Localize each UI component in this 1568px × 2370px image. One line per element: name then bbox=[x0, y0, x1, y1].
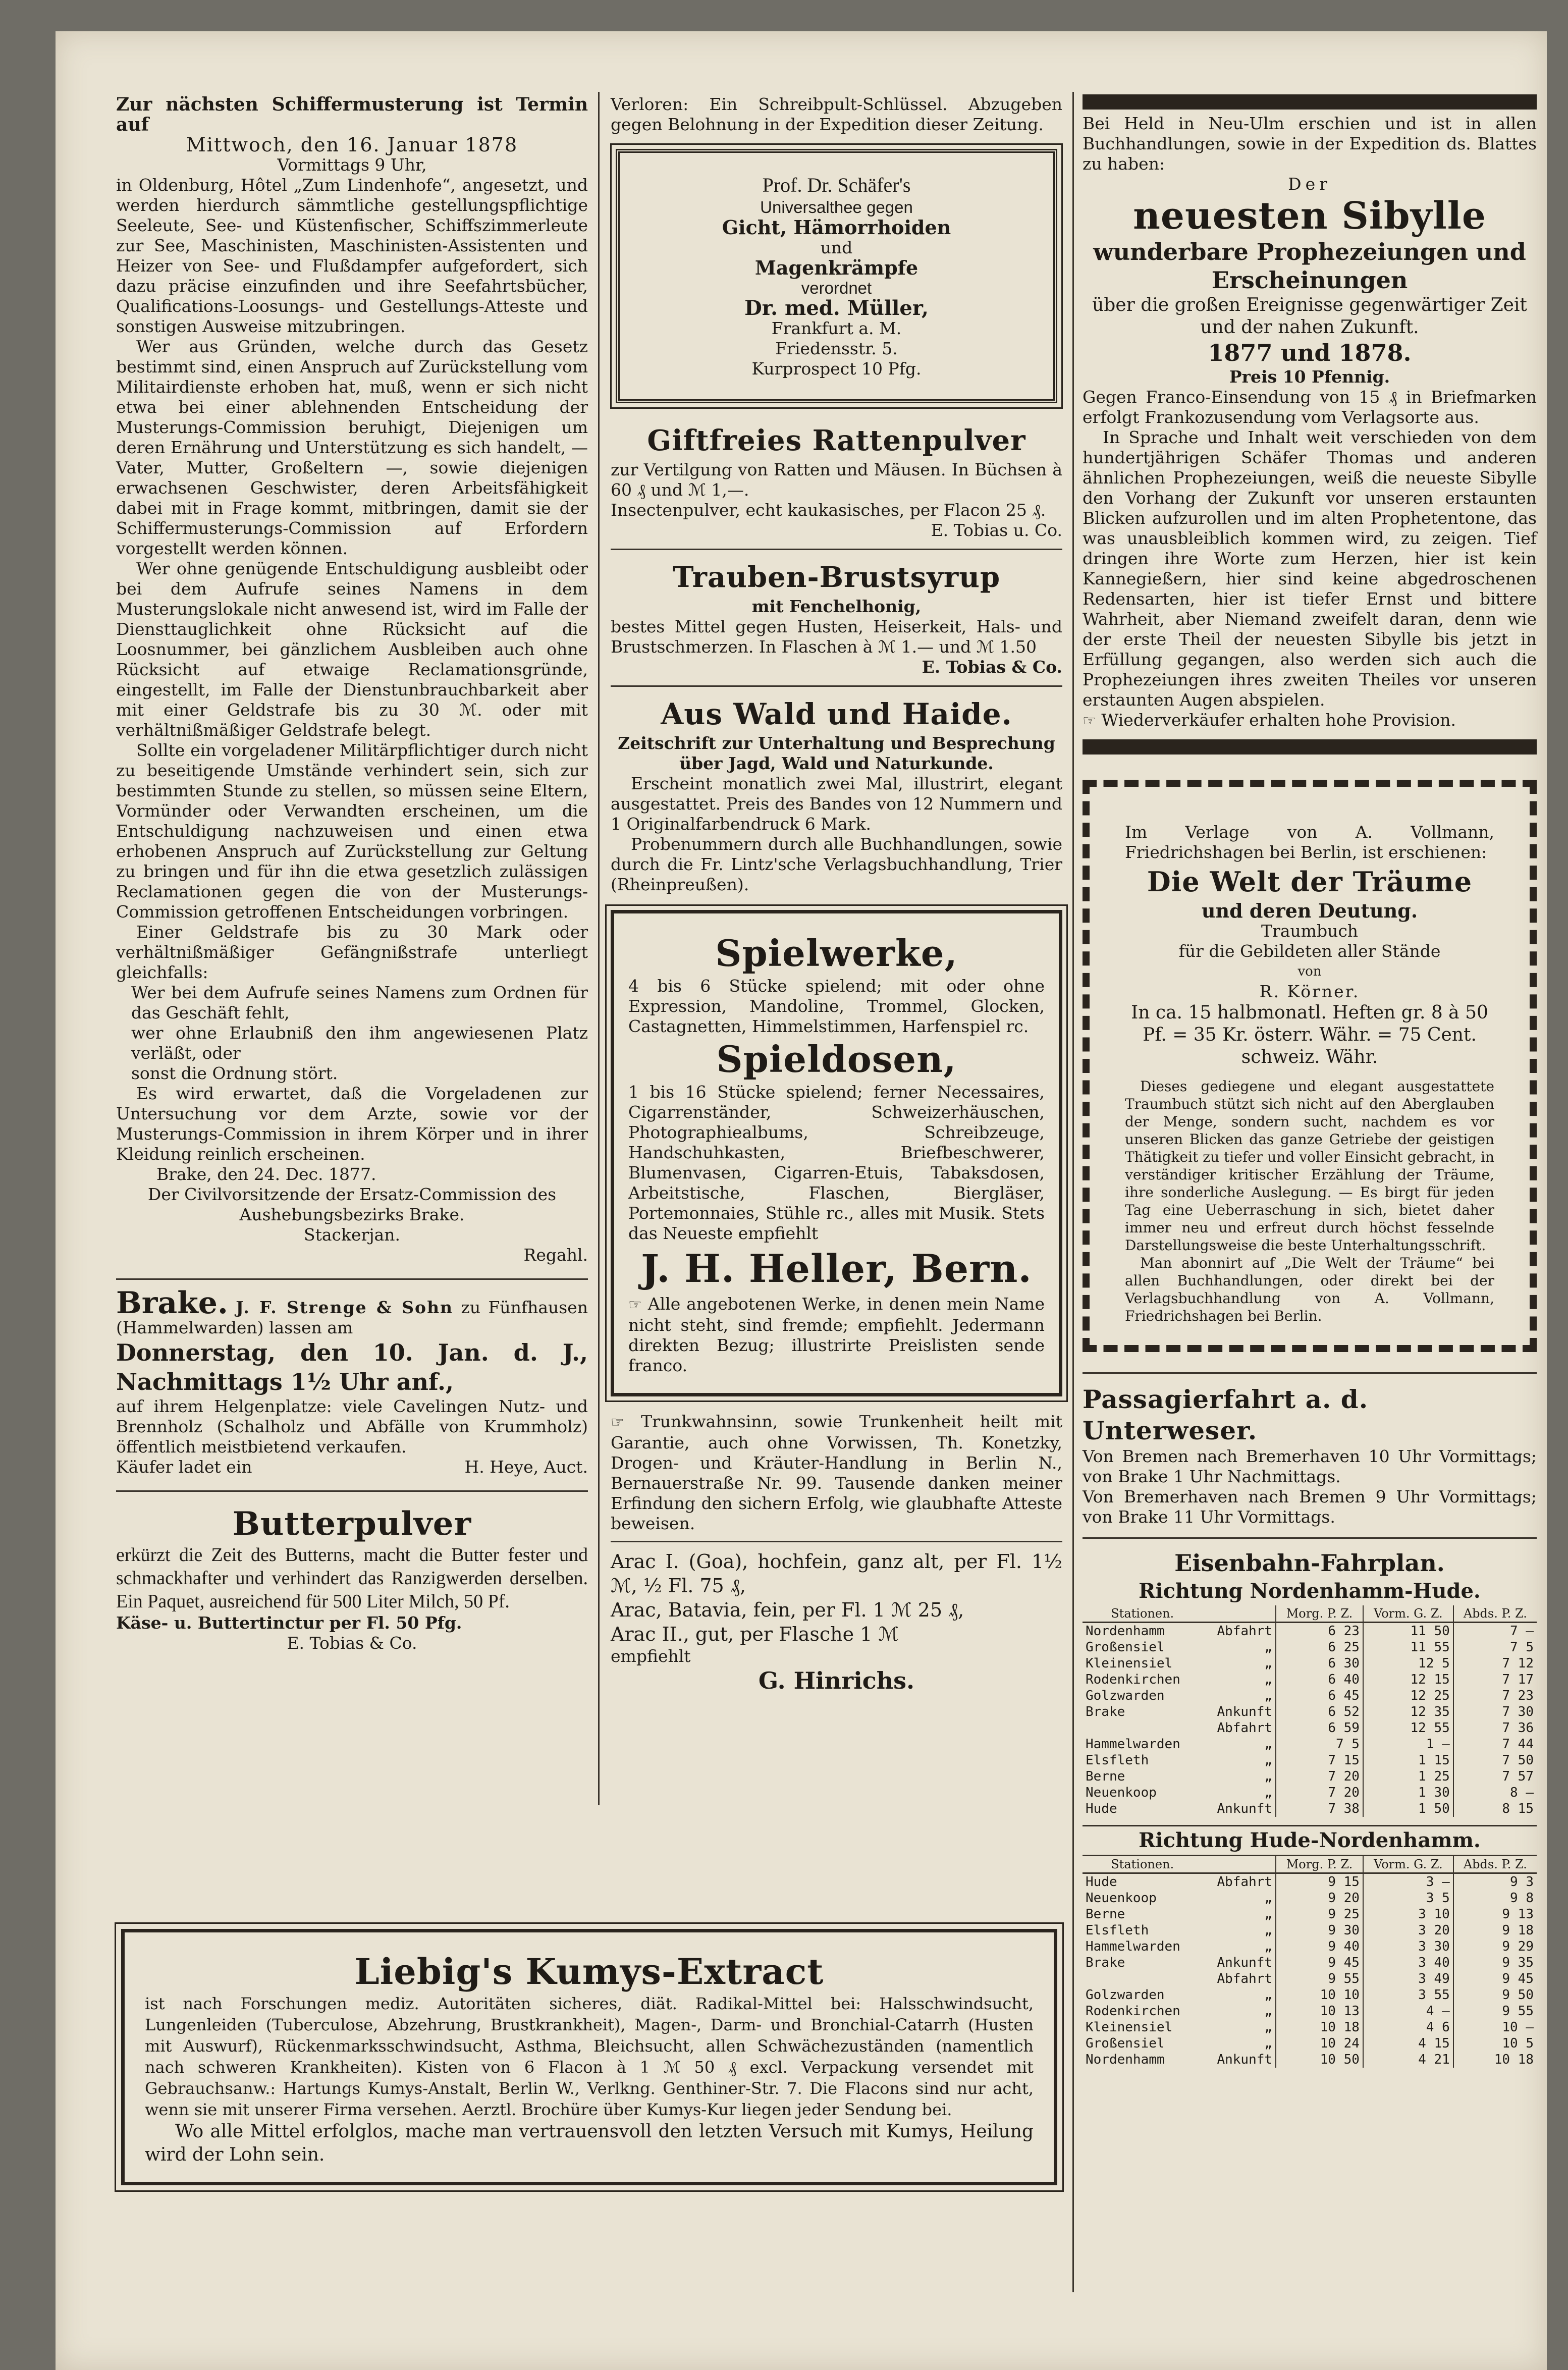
column-1 bbox=[116, 94, 588, 1653]
timetable-header-cell: Morg. P. Z. bbox=[1276, 1856, 1363, 1873]
schaefer-l1: Prof. Dr. Schäfer's bbox=[762, 174, 911, 196]
traeume-body2: Man abonnirt auf „Die Welt der Träume“ bei allen Buchhandlungen, oder direkt bei der Verlagsbuchhandlung von A. Vollmann, Friedrichshagen bei Berlin. bbox=[1125, 1255, 1494, 1324]
timetable-cell: 10 50 bbox=[1276, 2052, 1363, 2068]
timetable-header-cell: Stationen. bbox=[1083, 1856, 1202, 1873]
timetable-cell: 4 15 bbox=[1363, 2035, 1453, 2052]
timetable-cell: 6 52 bbox=[1276, 1704, 1363, 1720]
timetable-cell: 6 23 bbox=[1276, 1623, 1363, 1640]
wald-sub: Zeitschrift zur Unterhaltung und Besprechung über Jagd, Wald und Naturkunde. bbox=[618, 733, 1055, 773]
timetable-cell: 12 55 bbox=[1363, 1720, 1453, 1736]
timetable-row bbox=[1083, 1938, 1537, 1955]
timetable-cell: 12 25 bbox=[1363, 1688, 1453, 1704]
timetable-cell: 9 29 bbox=[1453, 1938, 1537, 1955]
timetable-cell bbox=[1083, 1971, 1202, 1987]
timetable-cell: 6 30 bbox=[1276, 1655, 1363, 1672]
traeume-sub: und deren Deutung. bbox=[1201, 899, 1418, 922]
traeume-von: von bbox=[1297, 964, 1322, 979]
timetable-cell: 12 15 bbox=[1363, 1672, 1453, 1688]
timetable-cell: Großensiel bbox=[1086, 1640, 1165, 1655]
timetable-row bbox=[1083, 1801, 1537, 1817]
timetable-cell: 6 40 bbox=[1276, 1672, 1363, 1688]
schaefer-l3: Gicht, Hämorrhoiden bbox=[722, 216, 951, 239]
kumys-ad bbox=[121, 1929, 1057, 2185]
timetable-cell: „ bbox=[1264, 1987, 1273, 2003]
notice-body: in Oldenburg, Hôtel „Zum Lindenhofe“, angesetzt, und werden hierdurch sämmtliche gestellungspflichtige Seeleute, See- und Küstenfischer, Schiffszimmerleute zur See, Maschinisten, Maschinisten-Assistenten und Heizer von See- und Flußdampfer aufgefordert, sich dazu präcise einzufinden und ihre Seefahrtsbücher, Qualifications-Loosungs- und Gestellungs-Atteste und sonstigen Ausweise mitzubringen. bbox=[116, 175, 588, 336]
passagier-l1: Von Bremen nach Bremerhaven 10 Uhr Vormittags; von Brake 1 Uhr Nachmittags. bbox=[1083, 1446, 1537, 1486]
timetable-cell: „ bbox=[1264, 1737, 1273, 1752]
timetable-row bbox=[1083, 1655, 1537, 1672]
schaefer-l6: verordnet bbox=[801, 279, 872, 297]
timetable-cell: 10 13 bbox=[1276, 2003, 1363, 2019]
timetable-cell: „ bbox=[1264, 2036, 1273, 2051]
timetable-row bbox=[1083, 1785, 1537, 1801]
timetable-cell: Abfahrt bbox=[1217, 1720, 1273, 1736]
timetable-cell: Abfahrt bbox=[1217, 1624, 1273, 1639]
timetable-cell: Ankunft bbox=[1217, 1955, 1273, 1970]
wald-haide-ad bbox=[611, 695, 1062, 895]
timetable-header-cell: Stationen. bbox=[1083, 1605, 1202, 1623]
schaefer-l10: Kurprospect 10 Pfg. bbox=[751, 359, 922, 379]
timetable-row bbox=[1083, 2035, 1537, 2052]
timetable-cell: 3 10 bbox=[1363, 1906, 1453, 1922]
fahrplan-title: Eisenbahn-Fahrplan. bbox=[1174, 1549, 1445, 1577]
rattenpulver-ad bbox=[611, 421, 1062, 541]
divider bbox=[611, 685, 1062, 687]
timetable-cell: 3 40 bbox=[1363, 1955, 1453, 1971]
timetable-cell: 8 15 bbox=[1453, 1801, 1537, 1817]
ratten-signature: E. Tobias u. Co. bbox=[931, 520, 1062, 540]
timetable-cell: „ bbox=[1264, 2004, 1273, 2019]
verloren-notice: Verloren: Ein Schreibpult-Schlüssel. Abzugeben gegen Belohnung in der Expedition dieser Zeitung. bbox=[611, 94, 1062, 134]
notice-p3: Wer ohne genügende Entschuldigung ausbleibt oder bei dem Aufrufe seines Namens in dem Musterungslokale nicht anwesend ist, wird im Falle der Diensttauglichkeit ohne Rücksicht auf die Loosnummer, bei gänzlichem Ausbleiben auch ohne Rücksicht auf etwaige Reclamationsgründe, eingestellt, im Falle der Dienstunbrauchbarkeit aber mit einer Geldstrafe bis zu 30 ℳ. oder mit verhältnißmäßiger Geldstrafe belegt. bbox=[116, 559, 588, 740]
timetable-cell: 6 25 bbox=[1276, 1639, 1363, 1655]
timetable-cell: 9 45 bbox=[1276, 1955, 1363, 1971]
column-rule-left bbox=[598, 92, 600, 1805]
trauben-body: bestes Mittel gegen Husten, Heiserkeit, Hals- und Brustschmerzen. In Flaschen à ℳ 1.— und ℳ 1.50 bbox=[611, 617, 1062, 657]
traeume-intro: Im Verlage von A. Vollmann, Friedrichshagen bei Berlin, ist erschienen: bbox=[1125, 822, 1494, 862]
arac-line-4: empfiehlt bbox=[611, 1646, 691, 1666]
timetable-row bbox=[1083, 2052, 1537, 2068]
timetable-cell: 7 20 bbox=[1276, 1768, 1363, 1785]
top-black-bar bbox=[1083, 94, 1537, 110]
passagierfahrt-ad bbox=[1083, 1384, 1537, 1527]
timetable-cell: Hammelwarden bbox=[1086, 1737, 1180, 1752]
timetable-cell: 4 — bbox=[1363, 2003, 1453, 2019]
notice-p5: Einer Geldstrafe bis zu 30 Mark oder verhältnißmäßiger Gefängnißstrafe unterliegt gleichfalls: bbox=[116, 922, 588, 982]
timetable-cell: 3 20 bbox=[1363, 1922, 1453, 1938]
spiel-body: 4 bis 6 Stücke spielend; mit oder ohne Expression, Mandoline, Trommel, Glocken, Castagnetten, Himmelstimmen, Harfenspiel rc. bbox=[628, 976, 1045, 1036]
timetable-cell: 4 21 bbox=[1363, 2052, 1453, 2068]
timetable-cell: Abfahrt bbox=[1217, 1874, 1273, 1890]
timetable-row bbox=[1083, 1922, 1537, 1938]
timetable-row bbox=[1083, 1987, 1537, 2003]
timetable-cell: „ bbox=[1264, 1785, 1273, 1800]
sibylle-title: neuesten Sibylle bbox=[1133, 194, 1486, 238]
timetable-cell: 7 5 bbox=[1276, 1736, 1363, 1752]
timetable-header-cell: Abds. P. Z. bbox=[1453, 1605, 1537, 1623]
auction-invite: Käufer ladet ein bbox=[116, 1457, 252, 1477]
ratten-body: zur Vertilgung von Ratten und Mäusen. In Büchsen à 60 ₰ und ℳ 1,—. bbox=[611, 460, 1062, 500]
timetable-cell: 11 55 bbox=[1363, 1639, 1453, 1655]
timetable-cell: 9 55 bbox=[1453, 2003, 1537, 2019]
traeume-title: Die Welt der Träume bbox=[1147, 866, 1473, 898]
timetable-cell: 9 18 bbox=[1453, 1922, 1537, 1938]
notice-time: Vormittags 9 Uhr, bbox=[277, 155, 427, 175]
trauben-sub: mit Fenchelhonig, bbox=[751, 597, 922, 616]
schaefer-l7: Dr. med. Müller, bbox=[744, 296, 929, 320]
traubensyrup-ad bbox=[611, 558, 1062, 677]
timetable-cell: 12 5 bbox=[1363, 1655, 1453, 1672]
traeume-author: R. Körner. bbox=[1259, 982, 1360, 1001]
sibylle-resale: Wiederverkäufer erhalten hohe Provision. bbox=[1101, 710, 1456, 730]
timetable-cell: Ankunft bbox=[1217, 2052, 1273, 2067]
timetable-cell: 7 30 bbox=[1453, 1704, 1537, 1720]
timetable-cell: Nordenhamm bbox=[1086, 2052, 1165, 2067]
butter-title: Butterpulver bbox=[232, 1505, 472, 1543]
timetable-cell: 7 38 bbox=[1276, 1801, 1363, 1817]
timetable-cell: 7 17 bbox=[1453, 1672, 1537, 1688]
butter-body: erkürzt die Zeit des Butterns, macht die Butter fester und schmackhafter und verhindert das Ranzigwerden derselben. Ein Paquet, ausreichend für 500 Liter Milch, 50 Pf. bbox=[116, 1544, 588, 1612]
timetable-cell: „ bbox=[1264, 1939, 1273, 1954]
timetable-cell: „ bbox=[1264, 1891, 1273, 1906]
timetable-cell: „ bbox=[1264, 1753, 1273, 1768]
schaefer-l2: Universalthee gegen bbox=[760, 198, 913, 217]
timetable-cell: „ bbox=[1264, 2020, 1273, 2035]
timetable-row bbox=[1083, 1752, 1537, 1768]
timetable-cell: „ bbox=[1264, 1672, 1273, 1687]
timetable-cell: Ankunft bbox=[1217, 1704, 1273, 1719]
timetable-cell: 9 15 bbox=[1276, 1873, 1363, 1891]
timetable-cell: 7 50 bbox=[1453, 1752, 1537, 1768]
column-rule-right bbox=[1072, 92, 1074, 2292]
schaefer-l9: Friedensstr. 5. bbox=[775, 339, 898, 358]
butter-signature: E. Tobias & Co. bbox=[287, 1633, 417, 1653]
timetable-cell: 10 10 bbox=[1276, 1987, 1363, 2003]
timetable-cell: 7 20 bbox=[1276, 1785, 1363, 1801]
timetable-row bbox=[1083, 1736, 1537, 1752]
traeume-sub3: für die Gebildeten aller Stände bbox=[1178, 941, 1441, 961]
timetable-row bbox=[1083, 2003, 1537, 2019]
sibylle-body2: In Sprache und Inhalt weit verschieden von dem hundertjährigen Schäfer Thomas und anderen ähnlichen Prophezeiungen, weiß die neueste Sibylle den Vorhang der Zukunft vor unseren erstaunten Blicken aufzurollen und im alten Prophetentone, das was unausbleiblich kommen wird, zu zeigen. Tief dringen ihre Worte zum Herzen, hier ist kein Kannegießern, hier sind keine abgedroschenen Redensarten, hier ist tiefer Ernst und bittere Wahrheit, aber Niemand zweifelt daran, denn wie der erste Theil der neuesten Sibylle bis jetzt in Erfüllung gegangen, also werden sich auch die Prophezeiungen ihres zweiten Theiles vor unseren erstaunten Augen abspielen. bbox=[1083, 427, 1537, 710]
sibylle-intro: Bei Held in Neu-Ulm erschien und ist in allen Buchhandlungen, sowie in der Expedition ds. Blattes zu haben: bbox=[1083, 114, 1537, 174]
timetable-cell: Ankunft bbox=[1217, 1801, 1273, 1816]
auction-footer bbox=[116, 1457, 588, 1477]
timetable-header-cell: Vorm. G. Z. bbox=[1363, 1605, 1453, 1623]
timetable-cell: 8 — bbox=[1453, 1785, 1537, 1801]
timetable-cell: 9 30 bbox=[1276, 1922, 1363, 1938]
trauben-title: Trauben-Brustsyrup bbox=[672, 561, 1001, 594]
notice-l3: sonst die Ordnung stört. bbox=[131, 1063, 338, 1083]
notice-date: Mittwoch, den 16. Januar 1878 bbox=[186, 134, 518, 156]
timetable-row bbox=[1083, 1672, 1537, 1688]
notice-l1: Wer bei dem Aufrufe seines Namens zum Ordnen für das Geschäft fehlt, bbox=[131, 983, 588, 1022]
schiffermusterung-notice bbox=[116, 94, 588, 1265]
timetable-cell: „ bbox=[1264, 1656, 1273, 1671]
timetable-row bbox=[1083, 1955, 1537, 1971]
timetable-cell: 7 23 bbox=[1453, 1688, 1537, 1704]
timetable-cell: 3 5 bbox=[1363, 1890, 1453, 1906]
timetable-row bbox=[1083, 1704, 1537, 1720]
timetable-cell: 1 30 bbox=[1363, 1785, 1453, 1801]
arac-line-2: Arac, Batavia, fein, per Fl. 1 ℳ 25 ₰, bbox=[611, 1599, 964, 1621]
timetable-cell: Großensiel bbox=[1086, 2036, 1165, 2051]
sibylle-sub: wunderbare Prophezeiungen und Erscheinungen bbox=[1093, 238, 1526, 294]
schaefer-l8: Frankfurt a. M. bbox=[771, 318, 902, 338]
timetable-row bbox=[1083, 1768, 1537, 1785]
auction-date: Donnerstag, den 10. Jan. d. J., Nachmittags 1½ Uhr anf., bbox=[116, 1339, 588, 1395]
auction-body: auf ihrem Helgenplatze: viele Cavelingen Nutz- und Brennholz (Schalholz und Abfälle von Krummholz) öffentlich meistbietend verkaufen. bbox=[116, 1396, 588, 1457]
timetable-cell: 12 35 bbox=[1363, 1704, 1453, 1720]
timetable-cell: 3 30 bbox=[1363, 1938, 1453, 1955]
timetable-cell: 1 50 bbox=[1363, 1801, 1453, 1817]
timetable-cell: Brake bbox=[1086, 1704, 1125, 1719]
timetable-cell: 7 36 bbox=[1453, 1720, 1537, 1736]
timetable-cell: Abfahrt bbox=[1217, 1971, 1273, 1986]
timetable-cell: „ bbox=[1264, 1769, 1273, 1784]
divider bbox=[611, 1541, 1062, 1542]
divider bbox=[1083, 1537, 1537, 1539]
timetable-cell: 7 12 bbox=[1453, 1655, 1537, 1672]
timetable-cell: 10 5 bbox=[1453, 2035, 1537, 2052]
arac-ad bbox=[611, 1549, 1062, 1695]
timetable-header-cell: Morg. P. Z. bbox=[1276, 1605, 1363, 1623]
wald-body2: Probenummern durch alle Buchhandlungen, sowie durch die Fr. Lintz'sche Verlagsbuchhandlung, Trier (Rheinpreußen). bbox=[611, 834, 1062, 894]
timetable-cell: 9 8 bbox=[1453, 1890, 1537, 1906]
timetable-cell: 7 — bbox=[1453, 1623, 1537, 1640]
bottom-black-bar bbox=[1083, 739, 1537, 755]
spielwerke-ad bbox=[611, 910, 1062, 1396]
fahrplan-direction-2: Richtung Hude-Nordenhamm. bbox=[1083, 1825, 1537, 1856]
sibylle-der: Der bbox=[1288, 174, 1331, 194]
timetable-row bbox=[1083, 1639, 1537, 1655]
holzauktion-ad bbox=[116, 1285, 588, 1477]
arac-line-3: Arac II., gut, per Flasche 1 ℳ bbox=[611, 1623, 899, 1645]
timetable-cell: 10 18 bbox=[1453, 2052, 1537, 2068]
auction-town: Brake. bbox=[116, 1285, 228, 1321]
pointing-hand-icon: ☞ bbox=[611, 1414, 624, 1431]
timetable-cell: Golzwarden bbox=[1086, 1688, 1165, 1703]
arac-signature: G. Hinrichs. bbox=[758, 1667, 915, 1694]
timetable-cell: 3 — bbox=[1363, 1873, 1453, 1891]
timetable-cell: Elsfleth bbox=[1086, 1753, 1149, 1768]
timetable-row bbox=[1083, 1890, 1537, 1906]
fahrplan-table-2 bbox=[1083, 1856, 1537, 2068]
newspaper-page bbox=[56, 31, 1547, 2370]
spiel-body2: 1 bis 16 Stücke spielend; ferner Necessaires, Cigarrenständer, Schweizerhäuschen, Photographiealbums, Schreibzeuge, Handschuhkasten, Briefbeschwerer, Blumenvasen, Cigarren-Etuis, Tabaksdosen, Arbeitstische, Flaschen, Biergläser, Portemonnaies, Stühle rc., alles mit Musik. Stets das Neueste empfiehlt bbox=[628, 1082, 1045, 1243]
timetable-cell: 7 57 bbox=[1453, 1768, 1537, 1785]
timetable-row bbox=[1083, 1623, 1537, 1640]
wald-body: Erscheint monatlich zwei Mal, illustrirt, elegant ausgestattet. Preis des Bandes von 12 Nummern und 1 Originalfarbendruck 6 Mark. bbox=[611, 774, 1062, 834]
traeume-body: Dieses gediegene und elegant ausgestattete Traumbuch stützt sich nicht auf den Aberglauben der Menge, sondern sucht, nachdem es vor unseren Blicken das ganze Getriebe der geistigen Thätigkeit zu tiefer und voller Einsicht gebracht, in verständiger kritischer Erzählung der Träume, ihre sonderliche Auslegung. — Es birgt für jeden Tag eine Ueberraschung in sich, bietet daher immer neu und erfreut durch höchst fesselnde Darstellungsweise die beste Unterhaltungsschrift. bbox=[1125, 1078, 1494, 1254]
timetable-cell bbox=[1083, 1720, 1202, 1736]
spiel-note-line bbox=[628, 1294, 1045, 1376]
timetable-header-cell bbox=[1202, 1605, 1276, 1623]
timetable-row bbox=[1083, 1688, 1537, 1704]
kumys-body: ist nach Forschungen mediz. Autoritäten sicheres, diät. Radikal-Mittel bei: Halsschwindsucht, Lungenleiden (Tuberculose, Abzehrung, Brustkrankheit), Magen-, Darm- und Bronchial-Catarrh (Husten mit Auswurf), Rückenmarksschwindsucht, Asthma, Bleichsucht, allen Schwächezuständen (namentlich nach schweren Krankheiten). Kisten von 6 Flacon à 1 ℳ 50 ₰ excl. Verpackung versendet mit Gebrauchsanw.: Hartungs Kumys-Anstalt, Berlin W., Verlkng. Genthiner-Str. 7. Die Flacons sind nur acht, wenn sie mit unserer Firma versehen. Aerztl. Brochüre über Kumys-Kur liegen jeder Sendung bei. bbox=[145, 1994, 1034, 2119]
timetable-cell: 3 49 bbox=[1363, 1971, 1453, 1987]
timetable-cell: Golzwarden bbox=[1086, 1987, 1165, 2003]
timetable-cell: 9 50 bbox=[1453, 1987, 1537, 2003]
column-2 bbox=[611, 94, 1062, 1695]
spiel-note: Alle angebotenen Werke, in denen mein Name nicht steht, sind fremde; empfiehlt. Jedermann direkten Bezug; illustrirte Preislisten sende franco. bbox=[628, 1294, 1045, 1375]
timetable-header-cell: Vorm. G. Z. bbox=[1363, 1856, 1453, 1873]
timetable-cell: Hude bbox=[1086, 1801, 1117, 1816]
timetable-cell: Kleinensiel bbox=[1086, 1656, 1173, 1671]
timetable-cell: „ bbox=[1264, 1923, 1273, 1938]
timetable-cell: 7 5 bbox=[1453, 1639, 1537, 1655]
butter-extra: Käse- u. Buttertinctur per Fl. 50 Pfg. bbox=[116, 1613, 462, 1633]
ratten-title: Giftfreies Rattenpulver bbox=[647, 424, 1026, 457]
timetable-cell: Rodenkirchen bbox=[1086, 2004, 1180, 2019]
timetable-cell: Nordenhamm bbox=[1086, 1624, 1165, 1639]
divider bbox=[116, 1490, 588, 1492]
timetable-cell: Hude bbox=[1086, 1874, 1117, 1890]
passagier-l2: Von Bremerhaven nach Bremen 9 Uhr Vormittags; von Brake 11 Uhr Vormittags. bbox=[1083, 1487, 1537, 1527]
schaefer-ad bbox=[616, 149, 1057, 403]
auction-rest: zu Fünfhausen (Hammelwarden) lassen am bbox=[116, 1298, 588, 1337]
trunk-notice: Trunkwahnsinn, sowie Trunkenheit heilt mit Garantie, auch ohne Vorwissen, Th. Konetzky, Drogen- und Kräuter-Handlung in Berlin N., Bernauerstraße Nr. 99. Tausende danken meiner Erfindung den sichern Erfolg, wie glaubhafte Atteste beweisen. bbox=[611, 1412, 1062, 1533]
timetable-cell: 1 25 bbox=[1363, 1768, 1453, 1785]
timetable-cell: 7 15 bbox=[1276, 1752, 1363, 1768]
notice-signature-2: Regahl. bbox=[523, 1245, 588, 1265]
timetable-cell: Brake bbox=[1086, 1955, 1125, 1970]
trauben-signature: E. Tobias & Co. bbox=[922, 657, 1062, 677]
divider bbox=[116, 1278, 588, 1280]
timetable-header bbox=[1083, 1856, 1537, 1873]
fahrplan-direction-1: Richtung Nordenhamm-Hude. bbox=[1139, 1579, 1481, 1603]
traeume-sub2: Traumbuch bbox=[1261, 921, 1359, 941]
kumys-tail: Wo alle Mittel erfolglos, mache man vertrauensvoll den letzten Versuch mit Kumys, Heilung wird der Lohn sein. bbox=[145, 2121, 1034, 2165]
column-3 bbox=[1083, 94, 1537, 2068]
timetable-cell: 9 25 bbox=[1276, 1906, 1363, 1922]
spiel-firm: J. H. Heller, Bern. bbox=[641, 1246, 1032, 1291]
timetable-cell: Berne bbox=[1086, 1907, 1125, 1922]
traeume-ad bbox=[1083, 780, 1537, 1352]
traeume-price: In ca. 15 halbmonatl. Heften gr. 8 à 50 Pf. = 35 Kr. österr. Währ. = 75 Cent. schweiz. Währ. bbox=[1131, 1002, 1488, 1067]
sibylle-price: Preis 10 Pfennig. bbox=[1229, 367, 1390, 387]
notice-signature-1: Stackerjan. bbox=[304, 1225, 400, 1245]
wald-title: Aus Wald und Haide. bbox=[661, 697, 1012, 731]
schaefer-l4: und bbox=[820, 238, 853, 257]
timetable-cell: Elsfleth bbox=[1086, 1923, 1149, 1938]
ratten-insect: Insectenpulver, echt kaukasisches, per Flacon 25 ₰. bbox=[611, 500, 1046, 520]
pointing-hand-icon: ☞ bbox=[1083, 712, 1096, 730]
sibylle-sub2: über die großen Ereignisse gegenwärtiger Zeit und der nahen Zukunft. bbox=[1092, 295, 1527, 338]
schaefer-l5: Magenkrämpfe bbox=[754, 256, 918, 279]
timetable-cell: 7 44 bbox=[1453, 1736, 1537, 1752]
auction-lead bbox=[116, 1285, 588, 1338]
notice-p2: Wer aus Gründen, welche durch das Gesetz bestimmt sind, einen Anspruch auf Zurückstellung vom Militairdienste erhoben hat, muß, wenn er sich nicht etwa bei einer ablehnenden Entscheidung der Musterungs-Commission beruhigt, Diejenigen um deren Ernährung und Unterstützung es sich handelt, — Vater, Mutter, Großeltern —, sowie diejenigen erwachsenen Geschwister, deren Arbeitsfähigkeit dabei mit in Frage kommt, mitbringen, damit sie der Schiffermusterungs-Commission auf Erfordern vorgestellt werden können. bbox=[116, 337, 588, 558]
sibylle-ad bbox=[1083, 110, 1537, 731]
timetable-row bbox=[1083, 1906, 1537, 1922]
divider bbox=[1083, 1372, 1537, 1374]
timetable-row bbox=[1083, 2019, 1537, 2035]
pointing-hand-icon: ☞ bbox=[628, 1296, 642, 1314]
timetable-header-cell bbox=[1202, 1856, 1276, 1873]
timetable-cell: 9 3 bbox=[1453, 1873, 1537, 1891]
notice-l2: wer ohne Erlaubniß den ihm angewiesenen Platz verläßt, oder bbox=[131, 1023, 588, 1063]
timetable-cell: 9 35 bbox=[1453, 1955, 1537, 1971]
timetable-cell: 1 15 bbox=[1363, 1752, 1453, 1768]
auction-firm: J. F. Strenge & Sohn bbox=[236, 1298, 454, 1317]
timetable-cell: 9 40 bbox=[1276, 1938, 1363, 1955]
auction-auctioneer: H. Heye, Auct. bbox=[464, 1457, 588, 1477]
timetable-cell: Berne bbox=[1086, 1769, 1125, 1784]
timetable-cell: 9 20 bbox=[1276, 1890, 1363, 1906]
timetable-cell: 6 59 bbox=[1276, 1720, 1363, 1736]
spiel-title: Spielwerke, bbox=[715, 932, 958, 975]
timetable-cell: „ bbox=[1264, 1640, 1273, 1655]
trunk-line bbox=[611, 1412, 1062, 1534]
timetable-cell: 3 55 bbox=[1363, 1987, 1453, 2003]
timetable-cell: Rodenkirchen bbox=[1086, 1672, 1180, 1687]
notice-p6: Es wird erwartet, daß die Vorgeladenen zur Untersuchung vor dem Arzte, sowie vor der Musterungs-Commission in ihrem Körper und in ihrer Kleidung reinlich erscheinen. bbox=[116, 1084, 588, 1164]
notice-p4: Sollte ein vorgeladener Militärpflichtiger durch nicht zu beseitigende Umstände verhindert sein, sich zur bestimmten Stunde zu stellen, so müssen seine Eltern, Vormünder oder Verwandten erscheinen, um die Entschuldigung nachzuweisen und einen etwa erhobenen Anspruch auf Zurückstellung zur Geltung zu bringen und für ihn die etwa gesetzlich zulässigen Reclamationen gegen die von der Musterungs-Commission getroffenen Entscheidungen vorbringen. bbox=[116, 740, 588, 922]
spiel-title2: Spieldosen, bbox=[716, 1038, 957, 1081]
timetable-header bbox=[1083, 1605, 1537, 1623]
timetable-cell: 10 24 bbox=[1276, 2035, 1363, 2052]
butterpulver-ad bbox=[116, 1505, 588, 1653]
timetable-cell: 9 45 bbox=[1453, 1971, 1537, 1987]
fahrplan-table-1 bbox=[1083, 1605, 1537, 1817]
sibylle-resale-line bbox=[1083, 710, 1537, 731]
divider bbox=[611, 549, 1062, 550]
notice-place: Brake, den 24. Dec. 1877. bbox=[156, 1164, 376, 1184]
timetable-cell: 11 50 bbox=[1363, 1623, 1453, 1640]
timetable-cell: 10 — bbox=[1453, 2019, 1537, 2035]
timetable-cell: Neuenkoop bbox=[1086, 1785, 1157, 1800]
timetable-row bbox=[1083, 1873, 1537, 1891]
fahrplan bbox=[1083, 1549, 1537, 2068]
notice-signatory: Der Civilvorsitzende der Ersatz-Commission des Aushebungsbezirks Brake. bbox=[147, 1184, 557, 1224]
kumys-title: Liebig's Kumys-Extract bbox=[354, 1951, 824, 1992]
arac-line-1: Arac I. (Goa), hochfein, ganz alt, per Fl. 1½ ℳ, ½ Fl. 75 ₰, bbox=[611, 1550, 1062, 1597]
timetable-cell: 4 6 bbox=[1363, 2019, 1453, 2035]
timetable-row bbox=[1083, 1971, 1537, 1987]
timetable-cell: Kleinensiel bbox=[1086, 2020, 1173, 2035]
timetable-cell: Neuenkoop bbox=[1086, 1891, 1157, 1906]
timetable-row bbox=[1083, 1720, 1537, 1736]
timetable-cell: 9 13 bbox=[1453, 1906, 1537, 1922]
passagier-title: Passagierfahrt a. d. Unterweser. bbox=[1083, 1384, 1369, 1445]
timetable-cell: 10 18 bbox=[1276, 2019, 1363, 2035]
timetable-cell: 1 — bbox=[1363, 1736, 1453, 1752]
timetable-cell: „ bbox=[1264, 1907, 1273, 1922]
sibylle-body: Gegen Franco-Einsendung von 15 ₰ in Briefmarken erfolgt Frankozusendung vom Verlagsorte aus. bbox=[1083, 387, 1537, 427]
timetable-cell: „ bbox=[1264, 1688, 1273, 1703]
timetable-cell: 6 45 bbox=[1276, 1688, 1363, 1704]
timetable-cell: Hammelwarden bbox=[1086, 1939, 1180, 1954]
timetable-header-cell: Abds. P. Z. bbox=[1453, 1856, 1537, 1873]
notice-heading: Zur nächsten Schiffermusterung ist Termin auf bbox=[116, 94, 588, 135]
sibylle-years: 1877 und 1878. bbox=[1208, 339, 1412, 366]
timetable-cell: 9 55 bbox=[1276, 1971, 1363, 1987]
